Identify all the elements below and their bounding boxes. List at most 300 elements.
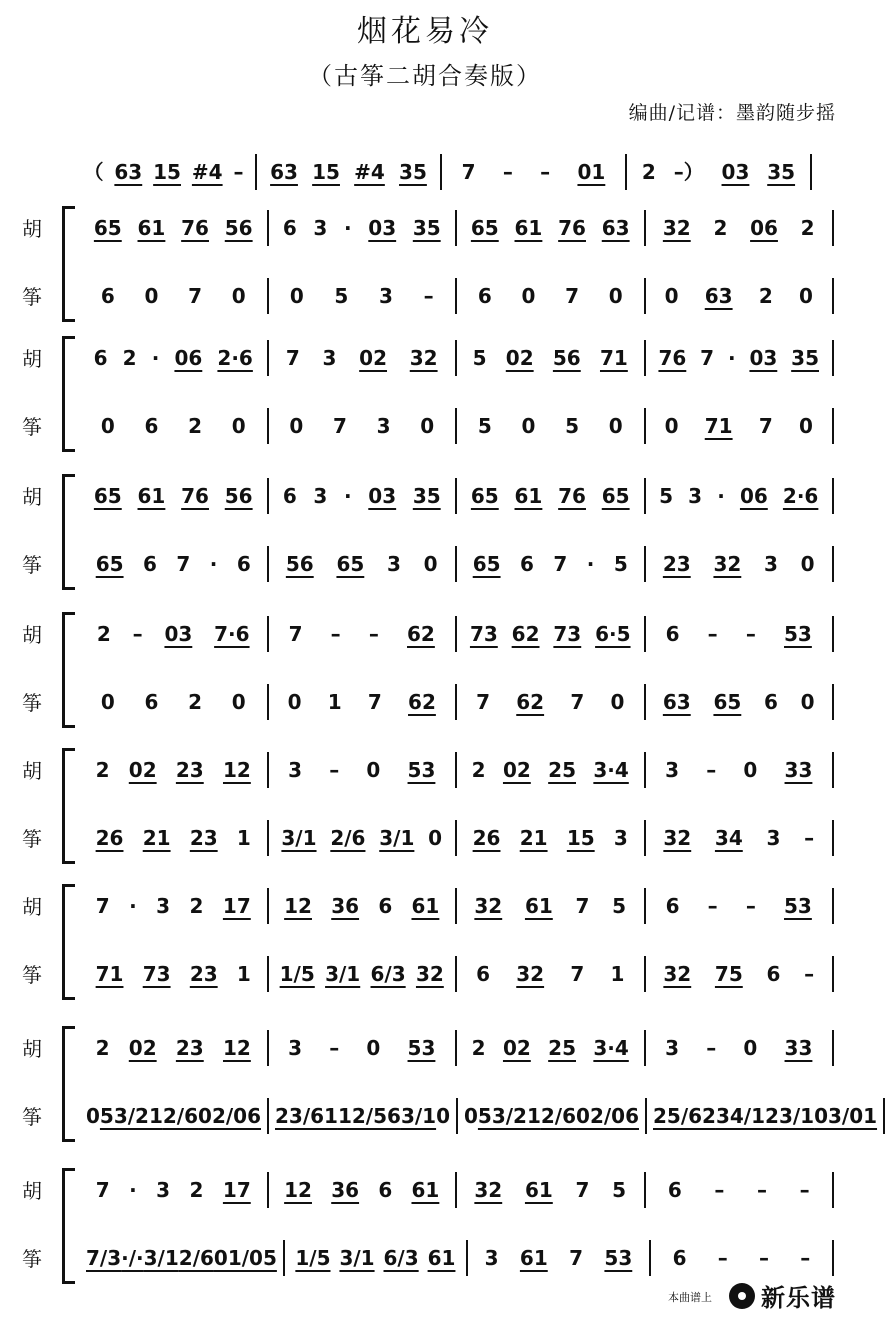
note: 76 [181,484,209,508]
note: 34 [714,826,743,850]
measure [269,752,458,788]
note: 02 [128,758,157,782]
note: 3/1 [400,1104,437,1128]
note: 61 [411,1178,440,1202]
note: 3·4 [593,1036,629,1060]
note: –） [673,160,704,184]
note: 6/3 [370,962,406,986]
zheng-measures [80,1098,878,1134]
note: 23 [189,962,218,986]
measure [457,278,646,314]
measure [646,478,835,514]
note: 62 [408,690,436,714]
note: 36 [331,894,360,918]
record-disc-icon [729,1283,755,1309]
note: 6/3 [383,1246,419,1270]
note: · [151,346,160,370]
note: 62 [407,622,435,646]
note: 6 [378,894,393,918]
note: 2 [95,1036,110,1060]
note: 3 [665,1036,680,1060]
erhu-measures [80,888,834,924]
note: – [707,622,718,646]
note: 1 [236,826,251,850]
note: 7 [95,894,110,918]
note: 7 [570,690,585,714]
note: – [132,622,143,646]
note: 0 [231,284,246,308]
note: 1 [236,962,251,986]
erhu-measures [80,340,834,376]
note: 6 [665,622,680,646]
site-logo-text: 新乐谱 [761,1284,836,1312]
note: 7 [476,690,491,714]
erhu-measures [80,1030,834,1066]
note: 61 [519,1246,548,1270]
measure [646,956,835,992]
measure [442,154,627,190]
note: 6 [143,552,157,576]
note: 0 [100,414,115,438]
note: 5 [472,346,487,370]
note: 03 [368,216,397,240]
note: – [706,1036,717,1060]
note: 6 [766,962,781,986]
measure [80,1030,269,1066]
measure [80,278,269,314]
note: · [209,552,218,576]
note: 62 [516,690,545,714]
measure [646,752,835,788]
note: 61 [137,216,166,240]
note: 71 [95,962,124,986]
note: 61 [427,1246,456,1270]
note: 76 [658,346,687,370]
erhu-staff [14,888,834,924]
note: 61 [411,894,440,918]
measure [646,1030,835,1066]
note: 23 [662,552,691,576]
erhu-measures [80,210,834,246]
note: 65 [470,216,499,240]
note: 21 [519,826,548,850]
note: 2 [800,216,815,240]
note: 76 [181,216,209,240]
measure [80,1172,269,1208]
note: – [329,1036,340,1060]
note: 7 [575,894,590,918]
note: 6 [144,414,159,438]
measure [80,546,269,582]
note: 0 [464,1104,478,1128]
measure [269,684,458,720]
note: 32 [415,962,444,986]
note: – [707,894,718,918]
note: 3 [484,1246,499,1270]
note: 0 [366,1036,381,1060]
note: 02 [359,346,388,370]
note: 0 [664,414,679,438]
zheng-staff [14,278,834,314]
note: 73 [142,962,171,986]
note: 65 [713,690,742,714]
note: 0 [289,414,304,438]
note: – [540,160,551,184]
measure [269,478,458,514]
measure [468,1240,651,1276]
note: 7 [367,690,382,714]
note: 23/61 [275,1104,338,1128]
note: – [502,160,513,184]
note: 25/62 [653,1104,716,1128]
note: 7 [285,346,300,370]
note: 0 [664,284,679,308]
note: 3 [322,346,337,370]
note: 75 [714,962,743,986]
note: 3 [613,826,628,850]
measure [80,408,269,444]
note: · [344,216,352,240]
note: 5 [613,552,628,576]
note: 15 [312,160,340,184]
note: 03 [721,160,750,184]
measure [257,154,442,190]
note: 2 [189,894,204,918]
note: 5 [612,1178,627,1202]
measure [646,820,835,856]
note: 3 [376,414,391,438]
note: 0 [610,690,625,714]
measure [80,684,269,720]
measure [285,1240,468,1276]
note: – [745,622,756,646]
note: 6·5 [595,622,631,646]
zheng-staff [14,1240,834,1276]
note: 32 [409,346,438,370]
note: 6 [282,216,297,240]
note: 32 [516,962,545,986]
measure [457,1172,646,1208]
note: – [423,284,434,308]
note: 17 [222,894,251,918]
note: 3 [313,484,328,508]
measure [80,1098,269,1134]
zheng-measures [80,546,834,582]
note: 2 [188,690,203,714]
note: 2/6 [162,1104,199,1128]
note: 02/06 [576,1104,639,1128]
measure [269,1098,458,1134]
note: 3 [313,216,328,240]
note: 3 [156,894,171,918]
note: 65 [93,216,122,240]
note: – [804,962,815,986]
note: – [745,894,756,918]
note: 2/6 [178,1246,214,1270]
note: 56 [285,552,314,576]
note: 2 [758,284,773,308]
note: 6 [282,484,297,508]
erhu-label: 胡 [22,217,42,241]
measure [646,1172,835,1208]
note: · [727,346,736,370]
note: 12 [222,758,251,782]
measure [457,752,646,788]
site-logo[interactable] [729,1278,836,1313]
note: 76 [558,484,586,508]
note: 3/1 [281,826,317,850]
note: 7·6 [214,622,250,646]
zheng-measures [80,820,834,856]
note: 3 [387,552,401,576]
zheng-staff [14,408,834,444]
erhu-staff [14,1030,834,1066]
measure [269,956,458,992]
note: 6 [672,1246,687,1270]
note: 6 [476,962,491,986]
note: – [233,160,244,184]
measure [646,340,835,376]
zheng-staff [14,820,834,856]
zheng-label: 筝 [22,553,42,577]
note: 53 [604,1246,633,1270]
zheng-measures [80,1240,834,1276]
measure [80,888,269,924]
measure [646,408,835,444]
note: 3/1 [325,962,361,986]
erhu-label: 胡 [22,623,42,647]
erhu-label: 胡 [22,1179,42,1203]
measure [457,616,646,652]
note: 53 [407,758,436,782]
note: – [757,1178,768,1202]
note: 1 [327,690,342,714]
note: 71 [599,346,628,370]
note: 01 [577,160,606,184]
measure [646,888,835,924]
note: 3/1 [379,826,415,850]
measure [269,340,458,376]
note: 0 [743,758,758,782]
zheng-label: 筝 [22,963,42,987]
note: 7 [553,552,568,576]
measure [269,210,458,246]
note: 62 [511,622,540,646]
note: 7 [95,1178,110,1202]
note: 53 [407,1036,436,1060]
note: 32 [713,552,742,576]
measure [457,210,646,246]
note: 2 [471,758,486,782]
note: 32 [663,962,692,986]
zheng-staff [14,684,834,720]
note: 35 [412,216,441,240]
measure [80,1240,285,1276]
note: 26 [95,826,124,850]
note: 63 [114,160,143,184]
note: 12 [284,894,312,918]
note: 7 [461,160,476,184]
note: 3·4 [593,758,629,782]
note: 23 [189,826,218,850]
note: 65 [472,552,501,576]
note: 0 [289,284,304,308]
zheng-staff [14,1098,878,1134]
footer-caption: 本曲谱上 [668,1291,712,1304]
erhu-label: 胡 [22,895,42,919]
note: 2 [95,758,110,782]
arranger-credit: 编曲/记谱：墨韵随步摇 [628,102,836,124]
note: 5 [659,484,673,508]
note: 15 [153,160,181,184]
zheng-label: 筝 [22,827,42,851]
note: 63 [601,216,630,240]
measure [651,1240,834,1276]
note: 73 [553,622,582,646]
note: 2 [641,160,656,184]
note: – [717,1246,728,1270]
note: 02/06 [198,1104,261,1128]
note: 53 [784,894,812,918]
zheng-label: 筝 [22,1105,42,1129]
measure [457,888,646,924]
measure [72,154,257,190]
note: 6 [100,284,115,308]
note: 03 [164,622,193,646]
note: 3 [288,1036,303,1060]
measure [627,154,812,190]
note: 0 [420,414,435,438]
erhu-staff [14,1172,834,1208]
note: 5 [565,414,580,438]
note: 23 [175,1036,204,1060]
note: 2·6 [782,484,819,508]
note: – [706,758,717,782]
note: 03 [368,484,397,508]
measure [80,752,269,788]
erhu-staff [14,340,834,376]
note: 3/1 [778,1104,815,1128]
measure [80,820,269,856]
note: 35 [412,484,441,508]
measure [269,1030,458,1066]
intro-line [72,154,812,190]
zheng-staff [14,956,834,992]
erhu-staff [14,478,834,514]
measure [457,820,646,856]
erhu-label: 胡 [22,485,42,509]
erhu-measures [80,1172,834,1208]
note: ·/· [121,1246,144,1270]
note: 7 [575,1178,590,1202]
note: 2 [188,414,203,438]
note: 26 [472,826,501,850]
note: – [329,758,340,782]
note: 3/1 [339,1246,375,1270]
note: 0 [798,284,813,308]
note: 0 [521,414,536,438]
note: 7 [700,346,715,370]
note: 5 [612,894,627,918]
note: 3 [764,552,778,576]
note: – [800,1246,811,1270]
note: 56 [552,346,581,370]
note: 06 [174,346,203,370]
note: 6 [665,894,680,918]
note: · [717,484,725,508]
note: 0 [800,552,815,576]
note: 35 [791,346,819,370]
measure [80,478,269,514]
note: 6 [764,690,778,714]
note: 0 [86,1104,100,1128]
erhu-label: 胡 [22,759,42,783]
note: 03/01 [814,1104,878,1128]
note: 3 [766,826,781,850]
note: 73 [469,622,498,646]
note: 33 [784,1036,813,1060]
erhu-measures [80,752,834,788]
note: 33 [784,758,813,782]
note: 6 [144,690,159,714]
note: 0 [287,690,302,714]
note: – [714,1178,725,1202]
note: 6 [236,552,251,576]
note: 32 [663,826,692,850]
note: 7/3 [86,1246,122,1270]
measure [457,1030,646,1066]
note: · [129,1178,137,1202]
note: – [804,826,815,850]
note: 7 [565,284,580,308]
note: · [586,552,595,576]
note: 61 [137,484,166,508]
note: 0 [100,690,115,714]
note: 36 [331,1178,360,1202]
note: 53/21 [99,1104,163,1128]
note: 6 [93,346,108,370]
measure [80,956,269,992]
note: 3 [379,284,393,308]
zheng-measures [80,956,834,992]
note: 7 [758,414,773,438]
note: 7 [332,414,347,438]
erhu-measures [80,616,834,652]
note: 53 [784,622,812,646]
note: – [330,622,341,646]
note: 61 [524,1178,553,1202]
note: 0 [428,826,443,850]
erhu-staff [14,752,834,788]
note: 61 [514,484,543,508]
note: 32 [662,216,691,240]
note: 7 [188,284,203,308]
note: 0 [436,1104,450,1128]
note: 2 [189,1178,204,1202]
measure [457,684,646,720]
erhu-measures [80,478,834,514]
note: 2 [713,216,728,240]
note: 0 [800,690,815,714]
note: 0 [608,284,623,308]
measure [269,278,458,314]
note: 3/1 [143,1246,179,1270]
note: – [759,1246,770,1270]
note: – [799,1178,810,1202]
note: 2 [122,346,137,370]
note: 0 [231,690,246,714]
measure [457,478,646,514]
